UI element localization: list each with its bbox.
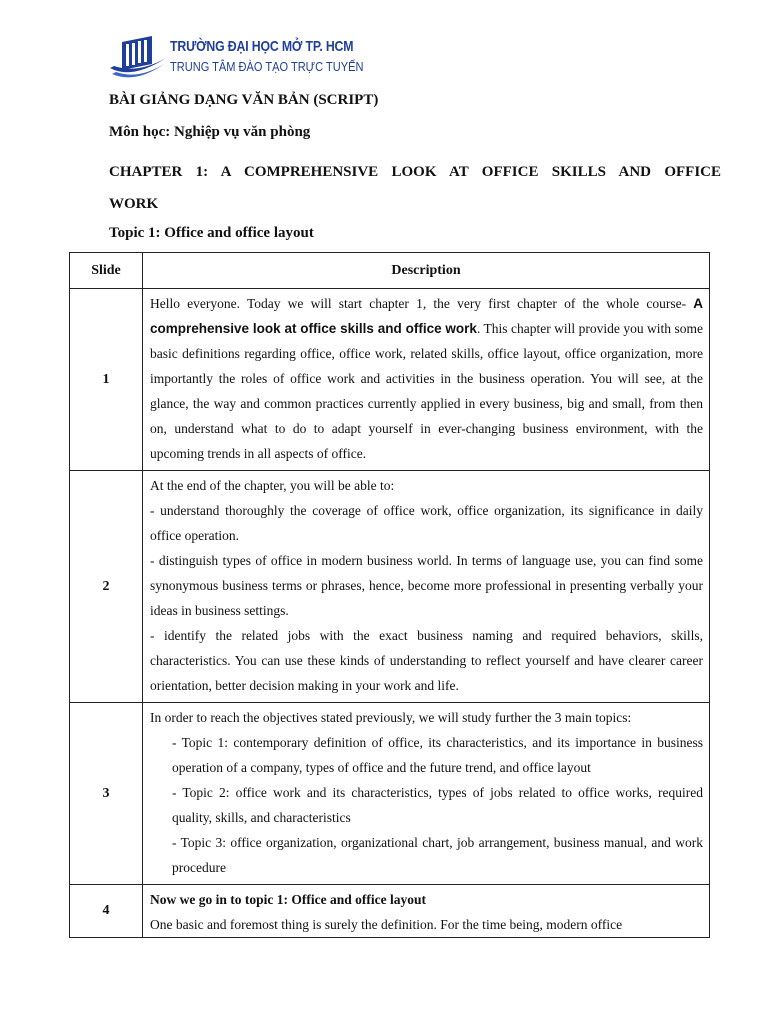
slide-description [143, 471, 710, 703]
description-heading: Now we go in to topic 1: Office and office layout [150, 892, 426, 907]
university-logo-icon [108, 34, 168, 80]
table-row [70, 885, 710, 938]
subject-line: Môn học: Nghiệp vụ văn phòng [109, 124, 311, 140]
slide-description [143, 703, 710, 885]
topic-title: Topic 1: Office and office layout [109, 225, 314, 241]
table-row [70, 289, 710, 471]
description-line: - identify the related jobs with the exact business naming and required behaviors, skills, characteristics. You can use these kinds of understanding to reflect yourself and have clearer career orientation, better decision making in your work and life. [150, 628, 703, 693]
university-name: TRƯỜNG ĐẠI HỌC MỞ TP. HCM [170, 38, 354, 55]
table-row [70, 703, 710, 885]
topic-list-item: - Topic 2: office work and its characteristics, types of jobs related to office works, required quality, skills, and characteristics [172, 785, 703, 825]
center-name: TRUNG TÂM ĐÀO TẠO TRỰC TUYẾN [170, 59, 364, 74]
description-line: One basic and foremost thing is surely the definition. For the time being, modern office [150, 917, 623, 932]
description-line: At the end of the chapter, you will be able to: [150, 478, 395, 493]
slide-description [143, 885, 710, 938]
course-name-bold: A comprehensive look at office skills and office work [150, 296, 703, 336]
description-line: - distinguish types of office in modern business world. In terms of language use, you can find some synonymous business terms or phrases, hence, become more professional in presenting verbally your ideas in business settings. [150, 553, 703, 618]
description-line: - understand thoroughly the coverage of office work, office organization, its significance in daily office operation. [150, 503, 703, 543]
slide-number: 1 [70, 289, 143, 471]
script-table [69, 252, 710, 938]
slide-description [143, 289, 710, 471]
document-title: BÀI GIẢNG DẠNG VĂN BẢN (SCRIPT) [109, 92, 379, 108]
slide-number: 4 [70, 885, 143, 938]
slide-number: 2 [70, 471, 143, 703]
description-intro: In order to reach the objectives stated previously, we will study further the 3 main topics: [150, 710, 632, 725]
slide-number: 3 [70, 703, 143, 885]
slide-column-header: Slide [70, 253, 143, 289]
description-text: . This chapter will provide you with some basic definitions regarding office, office work, related skills, office layout, office organization, more importantly the roles of office work and activities in the business operation. You will see, at the glance, the way and common practices currently applied in every business, big and small, from then on, understand what to do to adapt yourself in ever-changing business environment, with the upcoming trends in all aspects of office. [150, 321, 703, 461]
description-column-header: Description [143, 253, 710, 289]
table-header-row [70, 253, 710, 289]
topic-list-item: - Topic 1: contemporary definition of office, its characteristics, and its importance in business operation of a company, types of office and the future trend, and office layout [172, 735, 703, 775]
table-row [70, 471, 710, 703]
topic-list-item: - Topic 3: office organization, organizational chart, job arrangement, business manual, and work procedure [172, 835, 703, 875]
page-header [108, 34, 368, 80]
chapter-title-line-1: CHAPTER 1: A COMPREHENSIVE LOOK AT OFFICE SKILLS AND OFFICE [109, 164, 721, 180]
title-block [109, 92, 721, 242]
chapter-title-line-2: WORK [109, 196, 159, 212]
description-text: Hello everyone. Today we will start chapter 1, the very first chapter of the whole course- [150, 296, 687, 311]
